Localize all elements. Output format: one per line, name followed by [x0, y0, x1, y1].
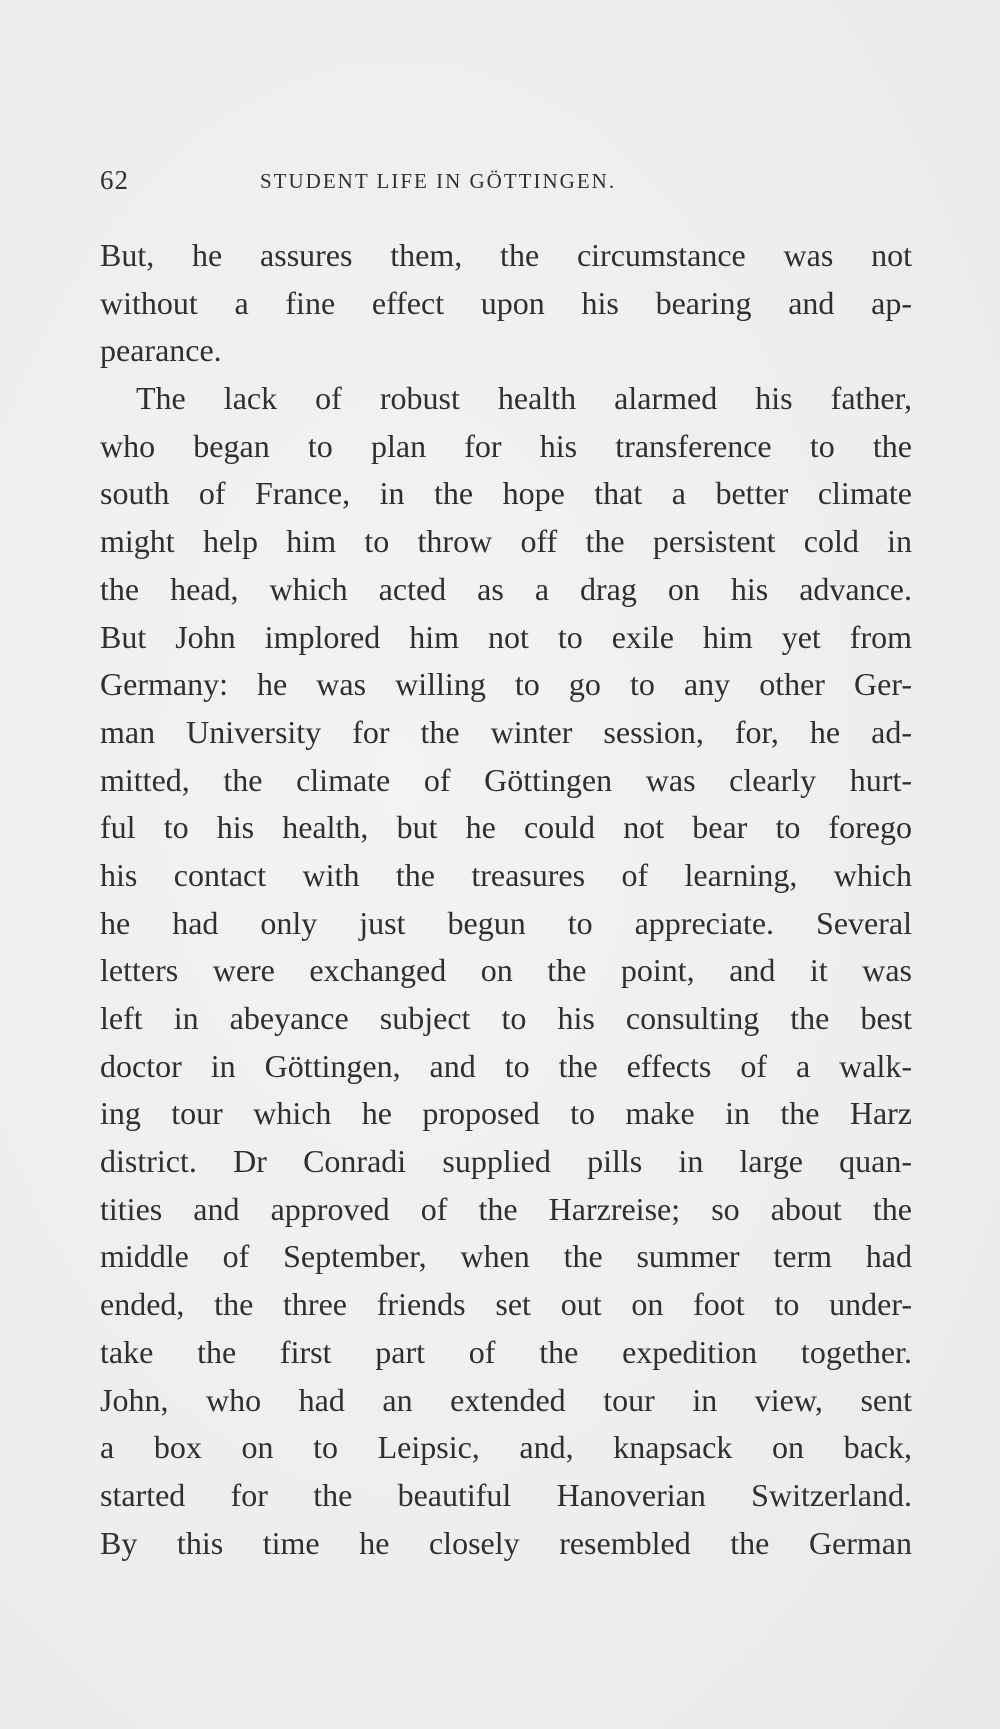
- page-number: 62: [100, 165, 129, 195]
- running-title: STUDENT LIFE IN GÖTTINGEN.: [260, 169, 617, 193]
- text-line: By this time he closely resembled the German: [100, 1524, 912, 1561]
- text-line: he had only just begun to appreciate. Several: [100, 904, 912, 941]
- text-line: who began to plan for his transference to the: [100, 427, 912, 464]
- text-line: But John implored him not to exile him yet from: [100, 618, 912, 655]
- text-line: his contact with the treasures of learning, which: [100, 856, 912, 893]
- text-line: ful to his health, but he could not bear to forego: [100, 809, 912, 846]
- text-line: Germany: he was willing to go to any other Ger-: [100, 666, 912, 703]
- text-line: middle of September, when the summer term had: [100, 1238, 912, 1275]
- text-line: started for the beautiful Hanoverian Switzerland.: [100, 1476, 912, 1513]
- text-line: doctor in Göttingen, and to the effects of a walk-: [100, 1047, 912, 1084]
- text-line: But, he assures them, the circumstance was not: [100, 237, 912, 273]
- text-line: letters were exchanged on the point, and it was: [100, 952, 912, 989]
- text-line: mitted, the climate of Göttingen was clearly hurt-: [100, 761, 912, 798]
- text-line: John, who had an extended tour in view, sent: [100, 1381, 912, 1418]
- running-head: [100, 165, 912, 201]
- text-line: without a fine effect upon his bearing and ap-: [100, 284, 912, 321]
- body-text: [100, 232, 912, 1567]
- text-line: pearance.: [100, 332, 222, 369]
- text-line: left in abeyance subject to his consulting the best: [100, 1000, 912, 1036]
- text-line: ended, the three friends set out on foot to under-: [100, 1286, 912, 1323]
- text-line: tities and approved of the Harzreise; so about the: [100, 1190, 912, 1227]
- text-line: south of France, in the hope that a better climate: [100, 475, 912, 512]
- text-line: might help him to throw off the persistent cold in: [100, 523, 912, 560]
- text-line: district. Dr Conradi supplied pills in large quan-: [100, 1143, 912, 1180]
- text-line: the head, which acted as a drag on his advance.: [100, 570, 912, 607]
- text-line: take the first part of the expedition together.: [100, 1333, 912, 1370]
- text-line: ing tour which he proposed to make in the Harz: [100, 1095, 912, 1132]
- text-line: man University for the winter session, for, he ad-: [100, 713, 912, 750]
- text-line: a box on to Leipsic, and, knapsack on back,: [100, 1429, 912, 1466]
- text-line: The lack of robust health alarmed his father,: [136, 380, 912, 417]
